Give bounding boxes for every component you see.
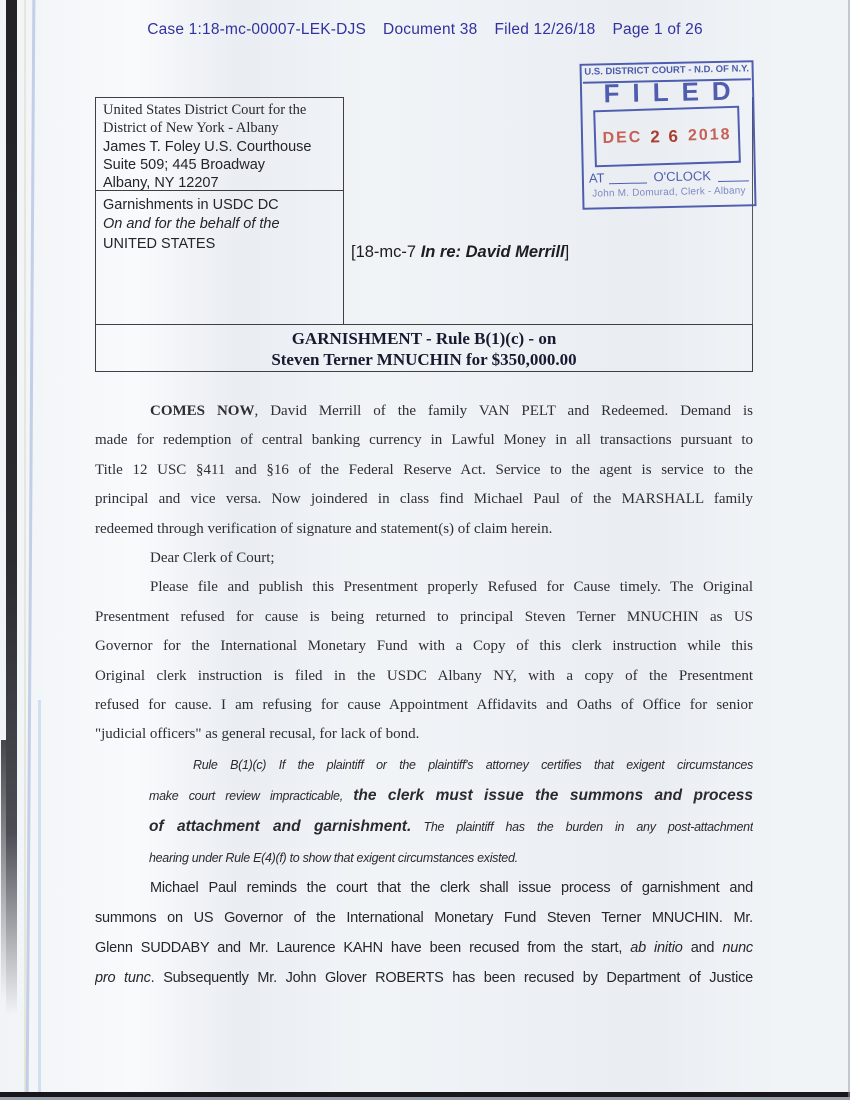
document-number: Document 38 — [383, 21, 478, 38]
stamp-signature-blank — [718, 179, 749, 182]
scan-left-edge-strip — [6, 0, 17, 1015]
quote-line: Rule B(1)(c) If the plaintiff or the plaintiff's attorney certifies that exigent circumstances — [193, 757, 753, 772]
stamp-date-box — [593, 106, 741, 168]
rule-quote-block — [95, 752, 753, 876]
salutation-line: Dear Clerk of Court; — [150, 549, 275, 566]
party-line: Garnishments in USDC DC — [103, 197, 279, 213]
stamp-date-month: DEC — [602, 128, 643, 147]
quote-line: hearing under Rule E(4)(f) to show that exigent circumstances existed. — [149, 850, 518, 865]
court-address-line: James T. Foley U.S. Courthouse — [103, 138, 312, 155]
document-title-line: Steven Terner MNUCHIN for $350,000.00 — [271, 350, 577, 369]
stamp-filed-text: FILED — [603, 75, 744, 109]
comes-now-bold: COMES NOW — [150, 403, 255, 419]
stamp-time-blank — [609, 181, 647, 184]
scan-left-edge-strip-lower — [1, 740, 6, 1000]
body-line: Michael Paul reminds the court that the clerk shall issue process of garnishment and — [150, 879, 753, 896]
document-body — [95, 399, 753, 996]
body-text: Glenn SUDDABY and Mr. Laurence KAHN have been recused from the start, — [95, 939, 631, 956]
quote-line — [149, 783, 753, 814]
body-line: principal and vice versa. Now joindered in class find Michael Paul of the MARSHALL family — [95, 491, 753, 508]
document-title-line: GARNISHMENT - Rule B(1)(c) - on — [291, 329, 557, 348]
party-line: UNITED STATES — [103, 235, 216, 252]
case-ref-title: In re: David Merrill — [420, 243, 565, 261]
stamp-clerk-name: John M. Domurad, Clerk - Albany — [592, 185, 746, 200]
body-line: made for redemption of central banking currency in Lawful Money in all transactions pursuant to — [95, 432, 753, 449]
quote-bold-text: the clerk must issue the summons and process — [353, 786, 753, 804]
case-number: Case 1:18-mc-00007-LEK-DJS — [147, 21, 367, 38]
scan-artifact-line — [26, 0, 36, 1100]
page-number: Page 1 of 26 — [612, 21, 703, 38]
body-line — [95, 399, 753, 428]
body-line: refused for cause. I am refusing for cause Appointment Affidavits and Oaths of Office for senior — [95, 696, 753, 713]
case-ref-open: [18-mc-7 — [351, 243, 421, 261]
stamp-date-day: 2 6 — [649, 126, 681, 147]
body-line: redeemed through verification of signature and statement(s) of claim herein. — [95, 520, 553, 537]
court-address-line: Suite 509; 445 Broadway — [103, 156, 266, 173]
body-line: Governor for the International Monetary Fund with a Copy of this clerk instruction while this — [95, 638, 753, 655]
body-line: "judicial officers" as general recusal, for lack of bond. — [95, 726, 420, 743]
body-line: Original clerk instruction is filed in the USDC Albany NY, with a copy of the Presentment — [95, 667, 753, 684]
quote-text: The plaintiff has the burden in any post-attachment — [411, 819, 753, 834]
court-address-line: Albany, NY 12207 — [103, 175, 219, 192]
body-line: summons on US Governor of the International Monetary Fund Steven Terner MNUCHIN. Mr. — [95, 909, 753, 926]
stamp-court-name: U.S. DISTRICT COURT - N.D. OF N.Y. — [583, 63, 751, 84]
body-line — [95, 936, 753, 966]
body-text: , David Merrill of the family VAN PELT and Redeemed. Demand is — [254, 403, 753, 419]
case-reference — [351, 243, 569, 262]
scan-artifact-line — [38, 700, 41, 1100]
quote-text: make court review impracticable, — [149, 788, 354, 803]
case-ref-close: ] — [564, 243, 570, 261]
stamp-oclock-label: O'CLOCK — [653, 168, 712, 185]
ecf-case-header — [0, 21, 850, 39]
body-text: . Subsequently Mr. John Glover ROBERTS has been recused by Department of Justice — [150, 969, 753, 986]
quote-bold-text: of attachment and garnishment. — [149, 817, 412, 835]
court-address — [96, 98, 343, 192]
stamp-at-oclock-row — [589, 166, 751, 185]
court-address-line: District of New York - Albany — [103, 120, 279, 137]
body-text: and — [682, 939, 723, 956]
body-line — [95, 966, 753, 996]
body-line: Presentment refused for cause is being returned to principal Steven Terner MNUCHIN as US — [95, 608, 753, 625]
quote-line — [149, 814, 753, 845]
caption-divider — [96, 190, 343, 191]
filed-stamp — [579, 60, 756, 210]
filed-date: Filed 12/26/18 — [494, 21, 596, 38]
latin-phrase: pro tunc — [95, 969, 151, 986]
caption-court-box — [95, 97, 344, 324]
party-line: On and for the behalf of the — [103, 216, 280, 233]
stamp-at-label: AT — [588, 170, 605, 186]
body-line: Title 12 USC §411 and §16 of the Federal Reserve Act. Service to the agent is service to the — [95, 461, 753, 478]
latin-phrase: nunc — [722, 939, 753, 956]
latin-phrase: ab initio — [630, 939, 683, 956]
party-block — [96, 193, 343, 254]
body-line: Please file and publish this Presentment properly Refused for Cause timely. The Original — [150, 579, 753, 596]
court-address-line: United States District Court for the — [103, 102, 307, 118]
stamp-date-year: 2018 — [687, 125, 732, 144]
document-title-box — [95, 324, 753, 372]
